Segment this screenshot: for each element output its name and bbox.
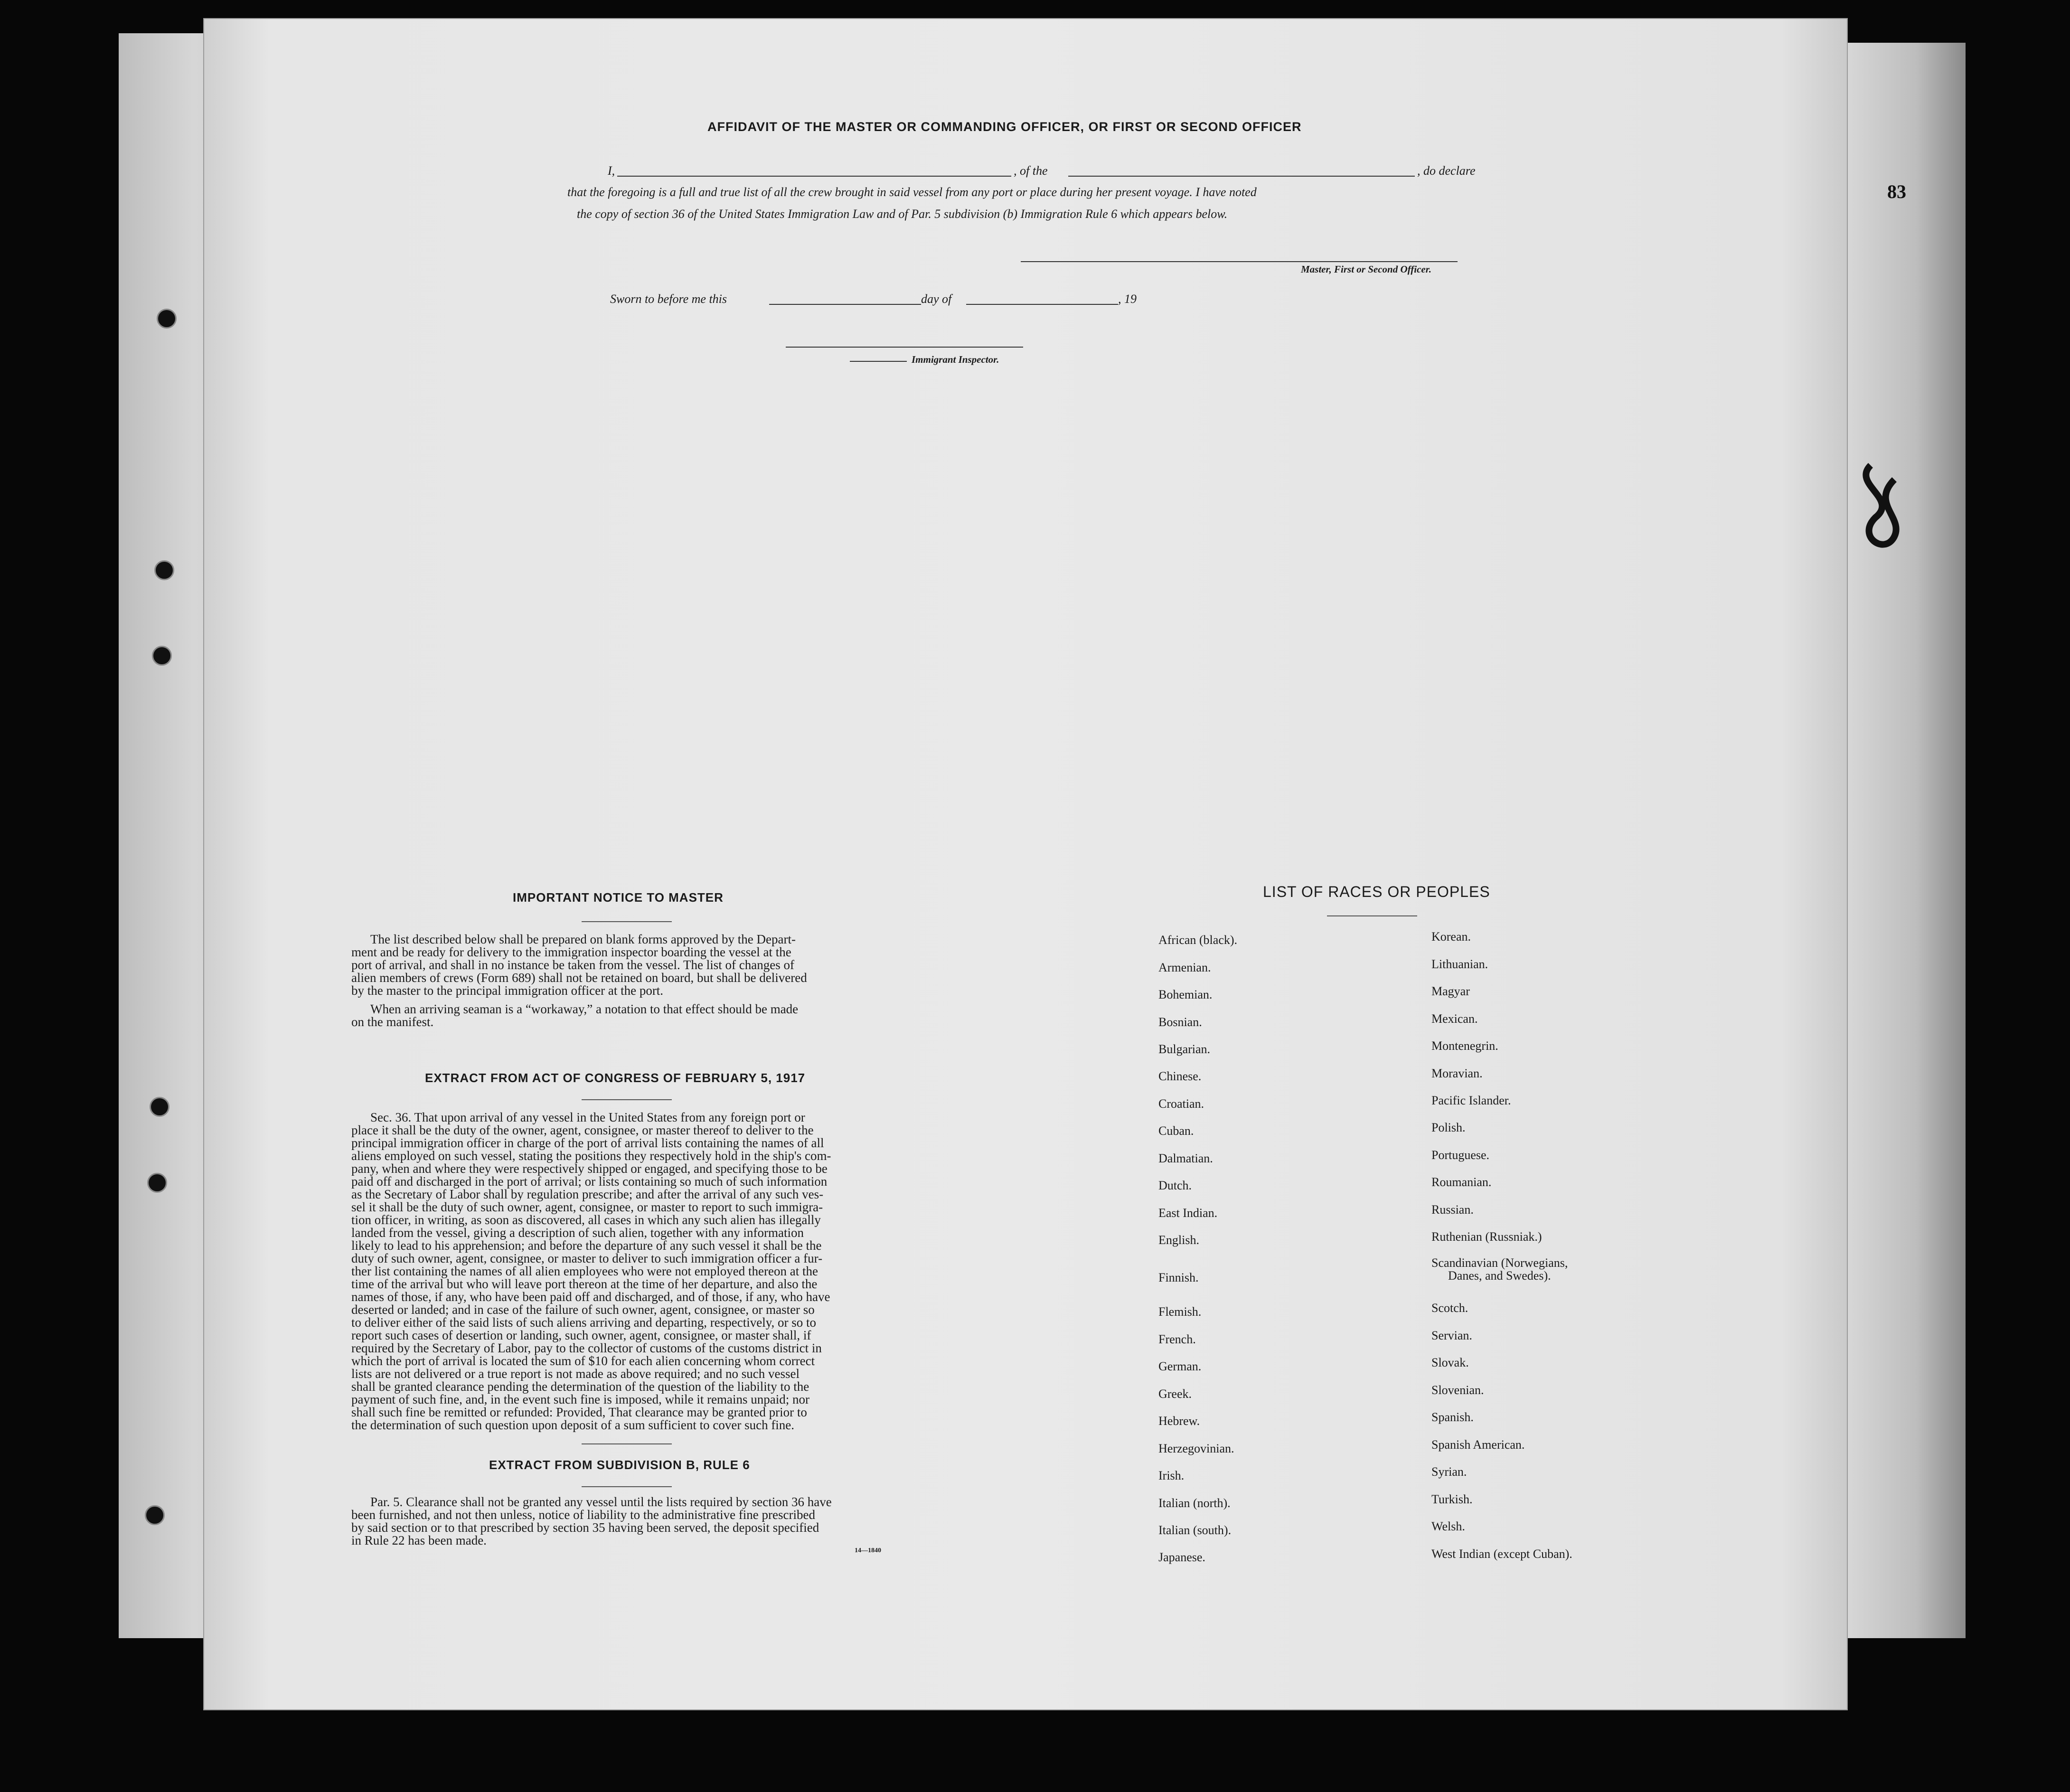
- race-item: Korean.: [1431, 930, 1471, 943]
- race-item: Italian (north).: [1158, 1496, 1231, 1510]
- act-title-underline: [582, 1099, 672, 1100]
- act-line: paid off and discharged in the port of arrival; or lists containing so much of such information: [351, 1174, 828, 1188]
- race-item: Danes, and Swedes).: [1448, 1269, 1551, 1283]
- race-item: Croatian.: [1158, 1097, 1204, 1111]
- rule-line: Par. 5. Clearance shall not be granted any vessel until the lists required by section 36 have: [370, 1495, 832, 1509]
- notice-title-underline: [582, 921, 672, 922]
- race-item: Bosnian.: [1158, 1015, 1202, 1029]
- inspector-signature-line: [786, 347, 1023, 348]
- notice-line: When an arriving seaman is a “workaway,” a notation to that effect should be made: [370, 1002, 799, 1016]
- rule-line: in Rule 22 has been made.: [351, 1533, 487, 1547]
- race-item: African (black).: [1158, 933, 1238, 947]
- race-item: Turkish.: [1431, 1492, 1473, 1506]
- form-code: 14—1840: [855, 1547, 881, 1554]
- notice-line: port of arrival, and shall in no instance be taken from the vessel. The list of changes of: [351, 958, 794, 972]
- sworn-month-blank: [966, 304, 1118, 305]
- race-item: Ruthenian (Russniak.): [1431, 1230, 1542, 1244]
- binder-hole: [145, 1505, 165, 1525]
- handwritten-mark: [1842, 446, 1937, 560]
- race-item: Lithuanian.: [1431, 957, 1488, 971]
- binder-hole: [154, 560, 174, 580]
- race-item: Italian (south).: [1158, 1523, 1232, 1537]
- binder-hole: [152, 646, 172, 666]
- rule-line: by said section or to that prescribed by section 35 having been served, the deposit specified: [351, 1520, 819, 1535]
- manifest-page: [204, 19, 1847, 1709]
- act-line: likely to lead to his apprehension; and before the departure of any such vessel it shall be the: [351, 1238, 822, 1253]
- act-extract-body: [351, 1111, 902, 1432]
- race-item: West Indian (except Cuban).: [1431, 1547, 1572, 1561]
- sworn-text-end: , 19: [1118, 292, 1137, 306]
- race-item: Dalmatian.: [1158, 1151, 1213, 1165]
- race-item: Magyar: [1431, 984, 1470, 998]
- races-title: LIST OF RACES OR PEOPLES: [1263, 883, 1490, 900]
- race-item: Dutch.: [1158, 1179, 1192, 1192]
- act-line: shall be granted clearance pending the determination of the question of the liability to the: [351, 1379, 809, 1394]
- act-line: duty of such owner, agent, consignee, or master to deliver to such immigration officer a fur-: [351, 1251, 823, 1265]
- sworn-text-mid: day of: [921, 292, 952, 306]
- notice-body: [351, 933, 902, 1028]
- affidavit-line2: that the foregoing is a full and true list of all the crew brought in said vessel from any port or place during her present voyage. I have noted: [567, 185, 1257, 199]
- act-line: payment of such fine, and, in the event such fine is imposed, while it remains unpaid; nor: [351, 1392, 810, 1406]
- races-title-underline: [1327, 915, 1417, 916]
- affidavit-line1-end: , do declare: [1417, 164, 1476, 178]
- race-item: Japanese.: [1158, 1550, 1205, 1564]
- race-item: Slovak.: [1431, 1356, 1469, 1369]
- race-item: French.: [1158, 1332, 1196, 1346]
- act-line: shall such fine be remitted or refunded: Provided, That clearance may be granted prior to: [351, 1405, 807, 1419]
- affidavit-title: AFFIDAVIT OF THE MASTER OR COMMANDING OFFICER, OR FIRST OR SECOND OFFICER: [707, 120, 1302, 134]
- race-item: Mexican.: [1431, 1012, 1478, 1026]
- race-item: German.: [1158, 1359, 1202, 1373]
- binder-hole: [150, 1097, 169, 1117]
- race-item: Cuban.: [1158, 1124, 1194, 1138]
- race-item: Bohemian.: [1158, 988, 1213, 1001]
- race-item: Welsh.: [1431, 1519, 1465, 1533]
- affidavit-line3: the copy of section 36 of the United States Immigration Law and of Par. 5 subdivision (b) Immigration Rule 6 which appears below.: [577, 207, 1228, 221]
- notice-line: The list described below shall be prepared on blank forms approved by the Depart-: [370, 932, 796, 946]
- act-line: sel it shall be the duty of such owner, agent, consignee, or master to report to such immigra-: [351, 1200, 823, 1214]
- act-line: time of the arrival but who will leave port thereon at the time of her departure, and also the: [351, 1277, 818, 1291]
- act-line: the determination of such question upon deposit of a sum sufficient to cover such fine.: [351, 1418, 795, 1432]
- race-item: Servian.: [1431, 1329, 1472, 1342]
- race-item: Syrian.: [1431, 1465, 1467, 1479]
- act-line: principal immigration officer in charge of the port of arrival lists containing the names of all: [351, 1136, 824, 1150]
- inspector-label: Immigrant Inspector.: [912, 354, 999, 365]
- notice-line: ment and be ready for delivery to the immigration inspector boarding the vessel at the: [351, 945, 791, 959]
- vessel-blank-line: [1068, 176, 1415, 177]
- race-item: Spanish.: [1431, 1410, 1474, 1424]
- act-line: tion officer, in writing, as soon as discovered, all cases in which any such alien has illegally: [351, 1213, 821, 1227]
- act-line: deserted or landed; and in case of the failure of such owner, agent, consignee, or master so: [351, 1302, 815, 1317]
- inspector-signature-dash: [850, 361, 907, 362]
- rule-extract-body: [351, 1496, 902, 1547]
- notice-title: IMPORTANT NOTICE TO MASTER: [513, 890, 724, 905]
- signature-label: Master, First or Second Officer.: [1301, 264, 1431, 275]
- race-item: Slovenian.: [1431, 1383, 1484, 1397]
- race-item: Scotch.: [1431, 1301, 1468, 1315]
- notice-line: on the manifest.: [351, 1015, 434, 1029]
- affidavit-line1-start: I,: [608, 164, 615, 178]
- act-line: report such cases of desertion or landing, such owner, agent, consignee, or master shall, if: [351, 1328, 811, 1342]
- rule-title-underline: [582, 1486, 672, 1487]
- race-item: Finnish.: [1158, 1271, 1199, 1284]
- rule-extract-title: EXTRACT FROM SUBDIVISION B, RULE 6: [489, 1458, 750, 1472]
- affidavit-line1-mid: , of the: [1014, 164, 1048, 178]
- binder-hole: [157, 309, 177, 329]
- race-item: Chinese.: [1158, 1069, 1202, 1083]
- sworn-text-start: Sworn to before me this: [610, 292, 727, 306]
- race-item: Armenian.: [1158, 961, 1211, 974]
- race-item: Spanish American.: [1431, 1438, 1525, 1452]
- underlying-page-right: [1842, 43, 1966, 1638]
- race-item: Polish.: [1431, 1121, 1466, 1134]
- act-line: landed from the vessel, giving a description of such alien, together with any information: [351, 1226, 804, 1240]
- race-item: Moravian.: [1431, 1066, 1483, 1080]
- race-item: Bulgarian.: [1158, 1042, 1211, 1056]
- signature-line: [1021, 261, 1458, 262]
- race-item: Montenegrin.: [1431, 1039, 1498, 1053]
- act-end-rule: [582, 1443, 672, 1444]
- race-item: Herzegovinian.: [1158, 1442, 1234, 1455]
- page-number: 83: [1887, 181, 1906, 202]
- act-line: Sec. 36. That upon arrival of any vessel in the United States from any foreign port or: [370, 1110, 805, 1124]
- notice-line: by the master to the principal immigration officer at the port.: [351, 983, 664, 998]
- race-item: Russian.: [1431, 1203, 1474, 1217]
- act-extract-title: EXTRACT FROM ACT OF CONGRESS OF FEBRUARY 5, 1917: [425, 1071, 806, 1085]
- rule-line: been furnished, and not then unless, notice of liability to the administrative fine prescribed: [351, 1508, 815, 1522]
- race-item: Pacific Islander.: [1431, 1094, 1511, 1107]
- act-line: pany, when and where they were respectively shipped or engaged, and specifying those to be: [351, 1161, 828, 1176]
- act-line: place it shall be the duty of the owner, agent, consignee, or master thereof to deliver to the: [351, 1123, 814, 1137]
- sworn-day-blank: [769, 304, 921, 305]
- act-line: required by the Secretary of Labor, pay to the collector of customs of the customs district in: [351, 1341, 822, 1355]
- act-line: which the port of arrival is located the sum of $10 for each alien concerning whom correct: [351, 1354, 815, 1368]
- notice-line: alien members of crews (Form 689) shall not be retained on board, but shall be delivered: [351, 971, 807, 985]
- name-blank-line: [617, 176, 1011, 177]
- act-line: to deliver either of the said lists of such aliens arriving and departing, respectively, or so to: [351, 1315, 816, 1330]
- race-item: Roumanian.: [1431, 1175, 1492, 1189]
- race-item: Scandinavian (Norwegians,: [1431, 1256, 1568, 1270]
- race-item: English.: [1158, 1233, 1199, 1247]
- race-item: Flemish.: [1158, 1305, 1202, 1319]
- act-line: ther list containing the names of all alien employees who were not employed thereon at the: [351, 1264, 818, 1278]
- act-line: lists are not delivered or a true report is not made as above required; and no such vessel: [351, 1367, 800, 1381]
- act-line: aliens employed on such vessel, stating the positions they respectively hold in the ship's com-: [351, 1149, 831, 1163]
- race-item: Hebrew.: [1158, 1414, 1200, 1428]
- binder-hole: [147, 1173, 167, 1193]
- race-item: Irish.: [1158, 1469, 1185, 1482]
- act-line: names of those, if any, who have been paid off and discharged, and of those, if any, who have: [351, 1290, 830, 1304]
- act-line: as the Secretary of Labor shall by regulation prescribe; and after the arrival of any such ves-: [351, 1187, 824, 1201]
- race-item: Portuguese.: [1431, 1148, 1490, 1162]
- race-item: Greek.: [1158, 1387, 1192, 1401]
- race-item: East Indian.: [1158, 1206, 1218, 1220]
